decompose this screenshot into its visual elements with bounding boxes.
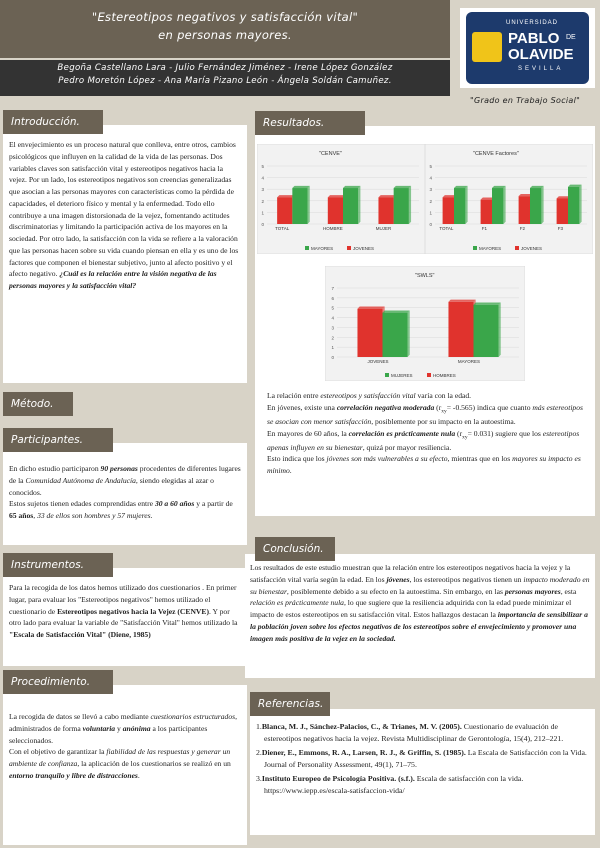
procedure-text: , administrados de forma (9, 712, 237, 733)
cenve-name: Estereotipos negativos hacia la Vejez (CENVE) (57, 606, 210, 616)
results-text: (r (455, 428, 463, 438)
logo-sevilla: SEVILLA (518, 66, 564, 72)
x-tick-label: MAYORES (457, 359, 481, 364)
reference-item (256, 773, 589, 797)
reference-authors: Diener, E., Emmons, R. A., Larsen, R. J., & Griffin, S. (1985). (261, 748, 466, 758)
legend-swatch (427, 373, 431, 377)
reference-detail: Cuestionario de evaluación de estereotipos negativos hacia la vejez. Revista Multidisciplinar de Gerontología, 15(4), 212–221. (264, 722, 564, 744)
legend-swatch (385, 373, 389, 377)
procedure-text: , la aplicación de los cuestionarios se realizó en un (77, 759, 231, 769)
reference-authors: Blanca, M. J., Sánchez-Palacios, C., & Trianes, M. V. (2005). (261, 722, 462, 731)
procedure-heading: Procedimiento. (3, 670, 113, 694)
y-tick-label: 1 (261, 210, 264, 216)
bar-top (343, 186, 360, 188)
conclusion-text: , esta (560, 586, 577, 596)
procedure-text: y (115, 723, 123, 733)
y-tick-label: 5 (429, 164, 432, 169)
x-tick-label: F1 (481, 226, 488, 231)
chart-swls (325, 266, 525, 381)
bar (378, 197, 393, 224)
participants-count: 90 personas (100, 464, 138, 473)
x-tick-label: JOVENES (367, 359, 389, 364)
procedure-text: La recogida de datos se llevó a cabo mediante (9, 712, 151, 721)
legend-label: JOVENES (521, 246, 543, 251)
conclusion-text: , los estereotipos negativos tienen un (409, 574, 524, 584)
results-text: = 0.031) sugiere que los (467, 428, 543, 438)
reference-detail: La Escala de Satisfacción con la Vida. Journal of Personality Assessment, 49(1), 71–75. (264, 748, 587, 770)
bar (492, 188, 503, 224)
conclusion-text: Los resultados de este estudio muestran que la relación entre los estereotipos negativos hacia la vejez y la satisfacción vital varía según la edad. En los (250, 563, 571, 584)
legend-label: MUJERES (391, 373, 413, 378)
x-tick-label: HOMBRE (322, 226, 343, 231)
conclusion-emphasis: relación es prácticamente nula (250, 598, 344, 608)
bar (530, 188, 541, 224)
x-tick-label: TOTAL (439, 226, 454, 231)
results-text: , posiblemente por su impacto en la autoestima. (371, 416, 516, 426)
sun-emblem-icon (472, 32, 502, 62)
bar (448, 302, 473, 357)
conclusion-emphasis: importancia de sensibilizar a la población joven sobre los efectos negativos de los estereotipos sobre el envejecimiento y promover una imagen más positiva de la vejez en la sociedad. (250, 610, 588, 643)
procedure-text: . (137, 770, 140, 780)
participants-text: procedentes de diferentes lugares de la (9, 464, 241, 485)
legend-swatch (515, 246, 519, 250)
results-text: En jóvenes, existe una (267, 402, 337, 412)
y-tick-label: 4 (429, 175, 432, 181)
legend-label: JOVENES (353, 246, 375, 251)
chart-cenve-factores (425, 144, 593, 254)
bar-top (448, 300, 475, 302)
results-emphasis: jóvenes son más vulnerables a su efecto (326, 454, 448, 464)
conclusion-text: , lo que sugiere que la resiliencia adquirida con la edad puede minimizar el impacto de estos estereotipos en su satisfacción vital. Estos hallazgos destacan la (250, 598, 572, 620)
logo-universidad: UNIVERSIDAD (506, 20, 559, 26)
research-question: ¿Cuál es la relación entre la visión negativa de las personas mayores y la satisfacción vital? (9, 269, 217, 291)
bar (343, 188, 358, 224)
conclusion-text: , posiblemente debido a su efecto en la autoestima. Sin embargo, en las (286, 586, 505, 596)
references-heading: Referencias. (250, 692, 330, 716)
chart-title: "SWLS" (415, 273, 435, 279)
legend-label: MAYORES (311, 246, 334, 251)
bar (474, 305, 499, 357)
results-text: varía con la edad. (415, 391, 472, 400)
y-tick-label: 4 (331, 315, 334, 321)
y-tick-label: 1 (429, 210, 432, 216)
conclusion-emphasis: jóvenes (386, 574, 410, 584)
procedure-emphasis: fiabilidad de las respuestas y generar un ambiente de confianza (9, 747, 231, 769)
results-panel (255, 126, 595, 516)
reference-list (256, 721, 589, 799)
procedure-emphasis: entorno tranquilo y libre de distracciones (9, 770, 138, 780)
y-tick-label: 5 (331, 305, 334, 311)
chart-title: "CENVE Factores" (473, 151, 519, 157)
legend-swatch (305, 246, 309, 250)
y-tick-label: 3 (261, 187, 264, 193)
reference-item (256, 721, 589, 745)
bar-side (308, 186, 310, 224)
y-tick-label: 3 (331, 325, 334, 331)
procedure-emphasis: voluntaria (82, 723, 116, 733)
y-tick-label: 7 (331, 286, 334, 291)
instruments-panel (3, 568, 247, 666)
results-text: La relación entre (267, 391, 321, 400)
conclusion-emphasis: personas mayores (504, 586, 561, 596)
bar-top (492, 186, 506, 188)
bar-side (465, 186, 467, 224)
procedure-panel (3, 685, 247, 845)
chart-title: "CENVE" (319, 151, 342, 157)
results-text: . (289, 466, 292, 476)
bar-side (541, 186, 543, 224)
intro-heading: Introducción. (3, 110, 103, 134)
bar-top (328, 195, 345, 197)
poster-title-line2: en personas mayores. (158, 28, 292, 42)
instruments-text: . Y por otro lado para evaluar la variable de "Satisfacción Vital" hemos utilizado la (9, 606, 238, 628)
bar-top (292, 186, 309, 188)
bar (454, 188, 465, 224)
y-tick-label: 6 (331, 295, 334, 301)
bar (557, 198, 568, 224)
region-name: Comunidad Autónoma de Andalucía (25, 475, 136, 485)
y-tick-label: 2 (261, 198, 264, 204)
bar (328, 197, 343, 224)
bar-top (378, 195, 395, 197)
bar (519, 196, 530, 224)
conclusion-panel (245, 554, 595, 678)
bar-top (530, 186, 544, 188)
y-tick-label: 4 (261, 175, 264, 181)
x-tick-label: F3 (557, 226, 564, 231)
results-text: (r (434, 402, 442, 412)
reference-number: 3. (256, 774, 262, 784)
y-tick-label: 3 (429, 187, 432, 193)
participants-panel (3, 443, 247, 545)
results-text: = -0.565) indica que cuanto (446, 402, 533, 412)
instruments-heading: Instrumentos. (3, 553, 113, 577)
conclusion-heading: Conclusión. (255, 537, 335, 561)
bar-side (579, 185, 581, 224)
legend-label: MAYORES (479, 246, 502, 251)
degree-label: "Grado en Trabajo Social" (470, 96, 581, 105)
logo-olavide: OLAVIDE (508, 46, 574, 63)
bar (357, 309, 382, 357)
references-panel (250, 709, 595, 835)
results-emphasis: correlación es prácticamente nula (348, 428, 456, 438)
y-tick-label: 2 (331, 335, 334, 341)
bar (568, 187, 579, 224)
results-emphasis: estereotipos apenas influyen en su bienestar (267, 428, 580, 452)
results-text: Esto indica que los (267, 454, 327, 464)
results-text: , quizá por mayor resiliencia. (362, 442, 452, 452)
participants-text: , (33, 511, 38, 521)
bar-top (394, 186, 411, 188)
y-tick-label: 0 (331, 355, 334, 360)
procedure-emphasis: cuestionarios estructurados (150, 712, 236, 721)
age-older: 65 años (9, 511, 34, 521)
participants-text: Estos sujetos tienen edades comprendidas entre (9, 499, 155, 509)
participants-text: y a partir de (194, 499, 233, 509)
results-sub: xy (462, 434, 468, 441)
results-text: , mientras que en los (447, 454, 513, 464)
reference-item (256, 747, 589, 771)
bar (394, 188, 409, 224)
logo-pablo: PABLO (508, 30, 560, 47)
legend-swatch (473, 246, 477, 250)
bar (443, 197, 454, 224)
bar-side (358, 186, 360, 224)
reference-number: 1. (256, 722, 262, 731)
authors-line2: Pedro Moretón López - Ana María Pizano León - Ángela Soldán Camuñez. (58, 75, 392, 86)
x-tick-label: MUJER (375, 226, 392, 231)
bar-top (383, 310, 410, 312)
gender-split: 33 de ellos son hombres y 57 mujeres. (37, 511, 153, 521)
procedure-emphasis: anónima (122, 723, 151, 733)
bar (481, 200, 492, 224)
swls-name: "Escala de Satisfacción Vital" (Diene, 1985) (9, 630, 151, 640)
participants-heading: Participantes. (3, 428, 113, 452)
bar-top (357, 307, 384, 309)
instruments-text: Para la recogida de los datos hemos utilizado dos cuestionarios . En primer lugar, para evaluar los "Estereotipos negativos" hemos utilizado el cuestionario de (9, 583, 237, 616)
results-emphasis: estereotipos y satisfacción vital (320, 391, 416, 400)
chart-cenve (257, 144, 425, 254)
x-tick-label: F2 (519, 226, 526, 231)
legend-swatch (347, 246, 351, 250)
y-tick-label: 2 (429, 198, 432, 204)
bar-side (409, 186, 411, 224)
results-heading: Resultados. (255, 111, 365, 135)
bar (383, 313, 408, 357)
bar (277, 197, 292, 224)
x-tick-label: TOTAL (275, 226, 290, 231)
reference-number: 2. (256, 748, 262, 758)
authors-banner (0, 60, 450, 96)
y-tick-label: 5 (261, 164, 264, 169)
bar-top (474, 303, 501, 305)
method-heading: Método. (3, 392, 73, 416)
results-emphasis: mayores su impacto es mínimo (267, 454, 581, 476)
legend-label: HOMBRES (433, 373, 456, 378)
reference-detail: Escala de satisfacción con la vida. https://www.iepp.es/escala-satisfaccion-vida/ (264, 774, 524, 796)
bar (292, 188, 307, 224)
y-tick-label: 0 (429, 222, 432, 227)
bar-side (499, 303, 501, 357)
bar-top (277, 195, 294, 197)
results-emphasis: más estereotipos se asocian con menor satisfacción (267, 402, 583, 426)
procedure-text: a los participantes seleccionados. (9, 723, 208, 745)
poster-title-line1: "Estereotipos negativos y satisfacción vital" (91, 10, 359, 24)
bar-side (408, 310, 410, 357)
results-emphasis: correlación negativa moderada (336, 402, 435, 412)
y-tick-label: 0 (261, 222, 264, 227)
university-logo (460, 8, 595, 88)
results-sub: xy (441, 408, 447, 415)
procedure-text: Con el objetivo de garantizar la (9, 747, 107, 757)
logo-de: DE (566, 34, 576, 41)
authors-line1: Begoña Castellano Lara - Julio Fernández Jiménez - Irene López González (57, 63, 393, 73)
logo-panel (466, 12, 589, 84)
participants-text: En dicho estudio participaron (9, 464, 101, 473)
results-text: En mayores de 60 años, la (267, 428, 349, 438)
intro-panel (3, 125, 247, 383)
conclusion-emphasis: impacto moderado en su bienestar (250, 574, 590, 596)
y-tick-label: 1 (331, 345, 334, 351)
participants-text: , siendo elegidas al azar o conocidos. (9, 475, 214, 497)
intro-body: El envejecimiento es un proceso natural que conlleva, entre otros, cambios psicológicos que influyen en la calidad de la vida de las personas. Dos variables claves son satisfacción vital y estereotipos negativos hacia la vejez. Por un lado, los estereotipos negativos son creencias generalizadas que asocian a las personas mayores con características como la pérdida de capacidades, el deterioro físico y mental y la enfermedad. Todo ello contribuye a una imagen distorsionada de la vejez, fomentando actitudes discriminatorias y limitando la participación activa de los mayores en la sociedad. Por otro lado, la satisfacción con la vida se refiere a la valoración que las personas hacen sobre su vida cuando piensan en ella y es uno de los factores que componen el bienestar subjetivo, junto al afecto positivo y el afecto negativo. (9, 140, 239, 279)
reference-authors: Instituto Europeo de Psicología Positiva. (s.f.). (261, 774, 415, 784)
bar-side (503, 186, 505, 224)
bar-top (568, 185, 582, 187)
bar-top (454, 186, 468, 188)
age-range: 30 a 60 años (154, 499, 195, 509)
title-banner (0, 0, 450, 58)
